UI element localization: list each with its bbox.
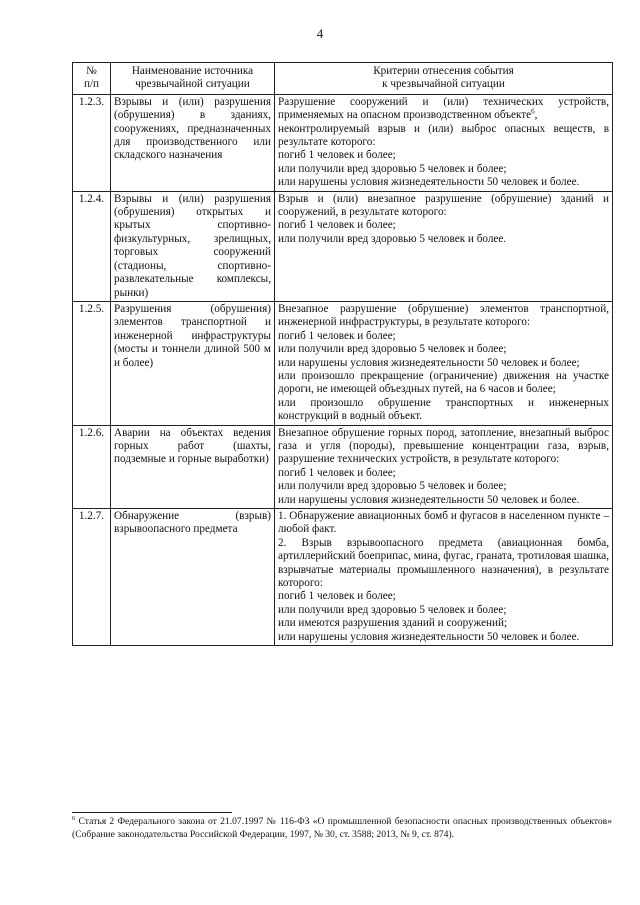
row-number: 1.2.7. (73, 509, 111, 646)
table-row (73, 94, 613, 191)
criteria-table (72, 62, 613, 646)
header-number-line1: № (86, 65, 97, 77)
table-header-row (73, 63, 613, 95)
criteria-line: или имеются разрушения зданий и сооружений; (278, 617, 508, 630)
criteria-line: Взрыв и (или) внезапное разрушение (обрушение) зданий и сооружений, в результате которого: (278, 192, 609, 219)
criteria-line: погиб 1 человек и более; (278, 590, 396, 603)
row-source: Обнаружение (взрыв) взрывоопасного предмета (111, 509, 275, 646)
header-source-line1: Наименование источника (131, 65, 254, 77)
criteria-line: Внезапное разрушение (обрушение) элементов транспортной, инженерной инфраструктуры, в результате которого: (278, 302, 609, 329)
footnote-text: Статья 2 Федерального закона от 21.07.1997 № 116-ФЗ «О промышленной безопасности опасных производственных объектов» (Собрание законодательства Российской Федерации, 1997, № 30, ст. 3588; 2013, № 9, ст. 874). (72, 816, 612, 840)
criteria-line: Разрушение сооружений и (или) технических устройств, применяемых на опасном производственном объекте$^6$, (278, 95, 609, 122)
criteria-line: или произошло прекращение (ограничение) движения на участке дороги, не имеющей объездных путей, на 6 часов и более; (278, 369, 609, 396)
table-row (73, 509, 613, 646)
header-source-line2: чрезвычайной ситуации (135, 78, 250, 91)
criteria-line: или нарушены условия жизнедеятельности 50 человек и более. (278, 176, 580, 189)
table-row (73, 191, 613, 301)
criteria-line: или получили вред здоровью 5 человек и более; (278, 162, 507, 175)
row-criteria (275, 94, 613, 191)
row-source: Взрывы и (или) разрушения (обрушения) открытых и крытых спортивно-физкультурных, зрелищных, торговых сооружений (стадионы, спортивно-развлекательные комплексы, рынки) (111, 191, 275, 301)
criteria-line: или получили вред здоровью 5 человек и более; (278, 603, 507, 616)
criteria-line: или произошло обрушение транспортных и инженерных конструкций в водный объект. (278, 396, 609, 423)
criteria-line: погиб 1 человек и более; (278, 466, 396, 479)
footnote-divider (72, 812, 232, 813)
criteria-line: или нарушены условия жизнедеятельности 50 человек и более. (278, 630, 580, 643)
row-source: Взрывы и (или) разрушения (обрушения) в зданиях, сооружениях, предназначенных для производственного или складского назначения (111, 94, 275, 191)
criteria-line: или получили вред здоровью 5 человек и более. (278, 232, 507, 245)
header-criteria-line2: к чрезвычайной ситуации (382, 78, 505, 91)
criteria-line: или нарушены условия жизнедеятельности 50 человек и более; (278, 356, 580, 369)
criteria-line: 1. Обнаружение авиационных бомб и фугасов в населенном пункте – любой факт. (278, 510, 609, 536)
row-number: 1.2.6. (73, 425, 111, 508)
row-criteria (275, 191, 613, 301)
page-number: 4 (316, 26, 324, 41)
row-number: 1.2.5. (73, 301, 111, 425)
table-row (73, 425, 613, 508)
criteria-line: погиб 1 человек и более; (278, 149, 396, 162)
header-number-line2: п/п (83, 78, 100, 91)
header-criteria (275, 63, 613, 95)
criteria-line: 2. Взрыв взрывоопасного предмета (авиационная бомба, артиллерийский боеприпас, мина, фугас, граната, тротиловая шашка, взрывчатые материалы промышленного назначения), в результате которого: (278, 536, 609, 590)
criteria-line: или получили вред здоровью 5 человек и более; (278, 343, 507, 356)
criteria-line: Внезапное обрушение горных пород, затопление, внезапный выброс газа и угля (породы), превышение концентрации газа, взрыв, разрушение технических устройств, в результате которого: (278, 426, 609, 466)
row-source: Разрушения (обрушения) элементов транспортной и инженерной инфраструктуры (мосты и тоннели длиной 500 м и более) (111, 301, 275, 425)
criteria-line: неконтролируемый взрыв и (или) выброс опасных веществ, в результате которого: (278, 122, 609, 149)
criteria-line: погиб 1 человек и более; (278, 219, 396, 232)
row-source: Аварии на объектах ведения горных работ (шахты, подземные и горные выработки) (111, 425, 275, 508)
header-criteria-line1: Критерии отнесения события (373, 65, 514, 77)
criteria-line: или нарушены условия жизнедеятельности 50 человек и более. (278, 493, 580, 506)
table-row (73, 301, 613, 425)
row-criteria (275, 425, 613, 508)
criteria-line: погиб 1 человек и более; (278, 329, 396, 342)
header-source (111, 63, 275, 95)
row-criteria (275, 509, 613, 646)
footnote-marker: 6 (72, 814, 76, 822)
criteria-line: или получили вред здоровью 5 человек и более; (278, 480, 507, 493)
row-number: 1.2.4. (73, 191, 111, 301)
footnote (72, 815, 612, 841)
footnote-ref: 6 (531, 107, 535, 116)
row-criteria (275, 301, 613, 425)
row-number: 1.2.3. (73, 94, 111, 191)
header-number (73, 63, 111, 95)
